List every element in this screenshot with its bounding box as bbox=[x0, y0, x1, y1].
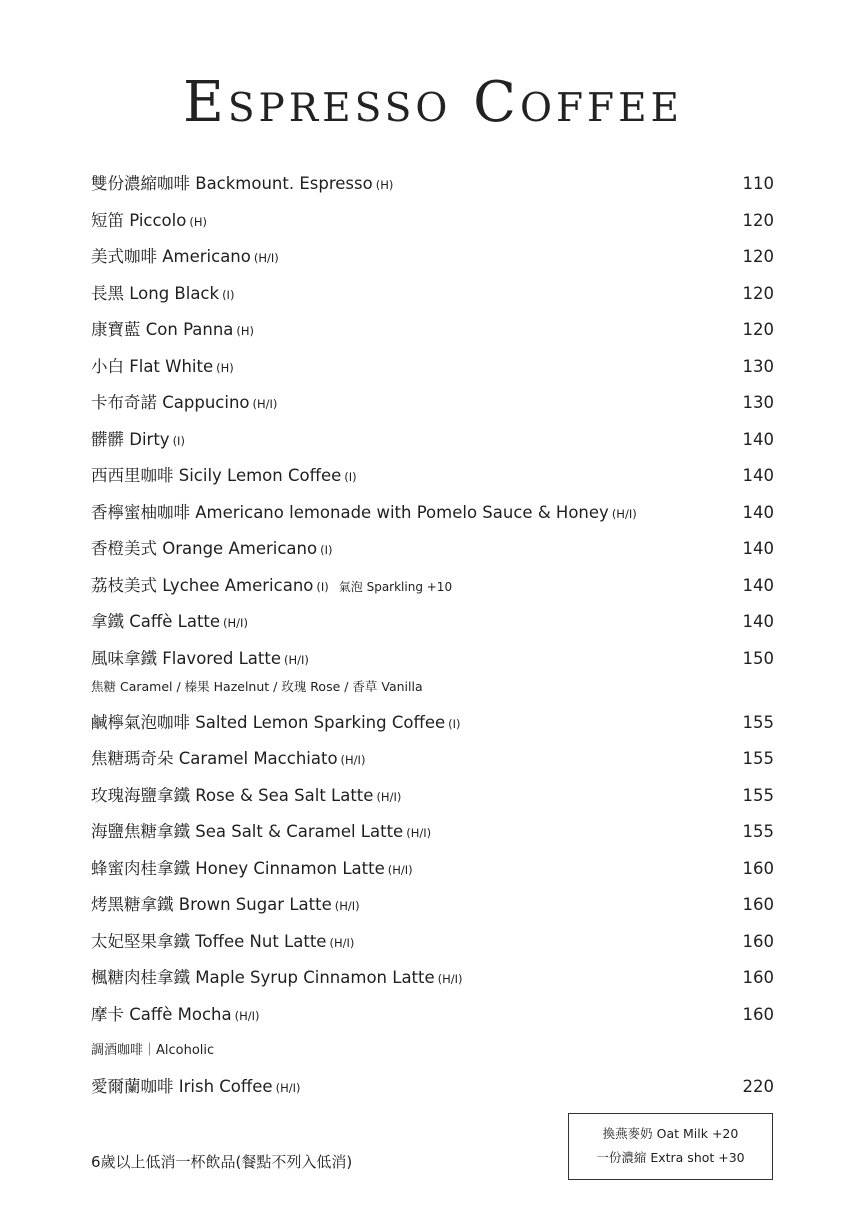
item-price: 140 bbox=[742, 466, 774, 485]
item-title: 西西里咖啡 Sicily Lemon Coffee bbox=[91, 466, 342, 485]
item-title: 焦糖瑪奇朵 Caramel Macchiato bbox=[91, 749, 338, 768]
item-title: 美式咖啡 Americano bbox=[91, 247, 251, 266]
temperature-mark: (H/I) bbox=[253, 251, 279, 265]
item-name bbox=[91, 891, 360, 920]
item-name bbox=[91, 426, 185, 455]
menu-list bbox=[91, 170, 774, 1110]
item-price: 120 bbox=[742, 247, 774, 266]
item-price: 140 bbox=[742, 575, 774, 595]
menu-item bbox=[91, 928, 774, 965]
temperature-mark: (I) bbox=[172, 433, 185, 448]
temperature-mark: (H) bbox=[236, 324, 255, 338]
menu-item bbox=[91, 389, 774, 426]
temperature-mark: (H/I) bbox=[376, 789, 402, 804]
item-name bbox=[91, 964, 463, 993]
item-title: 風味拿鐵 Flavored Latte bbox=[91, 648, 281, 668]
item-price: 220 bbox=[742, 1077, 774, 1096]
item-name bbox=[91, 316, 254, 345]
item-price: 130 bbox=[742, 356, 774, 376]
menu-item bbox=[91, 243, 774, 280]
menu-item bbox=[91, 645, 774, 709]
temperature-mark: (I) bbox=[222, 287, 235, 302]
item-name bbox=[91, 855, 413, 884]
menu-item bbox=[91, 170, 774, 207]
item-title: 短笛 Piccolo bbox=[91, 210, 187, 230]
menu-item bbox=[91, 207, 774, 244]
item-name bbox=[91, 462, 357, 491]
item-name bbox=[91, 1073, 300, 1102]
item-price: 120 bbox=[742, 283, 774, 303]
item-name bbox=[91, 572, 452, 601]
item-title: 烤黑糖拿鐵 Brown Sugar Latte bbox=[91, 895, 332, 914]
item-title: 長黑 Long Black bbox=[91, 283, 220, 303]
menu-item bbox=[91, 572, 774, 609]
item-title: 小白 Flat White bbox=[91, 356, 214, 376]
item-note: 氣泡 Sparkling +10 bbox=[338, 579, 453, 594]
alcoholic-items bbox=[91, 1073, 774, 1110]
temperature-mark: (H/I) bbox=[329, 935, 355, 950]
menu-item bbox=[91, 499, 774, 536]
menu-item bbox=[91, 964, 774, 1001]
item-title: 香橙美式 Orange Americano bbox=[91, 539, 318, 558]
item-name bbox=[91, 928, 354, 957]
item-name bbox=[91, 608, 248, 637]
item-title: 荔枝美式 Lychee Americano bbox=[91, 575, 314, 595]
item-name bbox=[91, 389, 277, 418]
menu-item bbox=[91, 855, 774, 892]
item-name bbox=[91, 745, 365, 774]
item-price: 140 bbox=[742, 429, 774, 449]
item-title: 卡布奇諾 Cappucino bbox=[91, 393, 250, 412]
item-title: 太妃堅果拿鐵 Toffee Nut Latte bbox=[91, 931, 327, 951]
minimum-charge-note: 6歲以上低消一杯飲品(餐點不列入低消) bbox=[91, 1153, 353, 1171]
temperature-mark: (I) bbox=[344, 470, 357, 484]
temperature-mark: (H/I) bbox=[340, 753, 366, 767]
item-title: 康寶藍 Con Panna bbox=[91, 320, 234, 339]
item-price: 160 bbox=[742, 858, 774, 878]
alcoholic-section-label: 調酒咖啡｜Alcoholic bbox=[91, 1043, 215, 1058]
item-price: 110 bbox=[742, 174, 774, 193]
item-price: 120 bbox=[742, 320, 774, 339]
item-title: 摩卡 Caffè Mocha bbox=[91, 1004, 232, 1024]
temperature-mark: (H/I) bbox=[252, 397, 278, 411]
item-title: 愛爾蘭咖啡 Irish Coffee bbox=[91, 1077, 273, 1096]
item-name bbox=[91, 1001, 260, 1030]
item-title: 髒髒 Dirty bbox=[91, 429, 170, 449]
extra-shot-addon: 一份濃縮 Extra shot +30 bbox=[596, 1150, 745, 1165]
item-name bbox=[91, 709, 461, 738]
item-price: 155 bbox=[742, 712, 774, 732]
temperature-mark: (H) bbox=[189, 214, 207, 229]
item-name bbox=[91, 280, 234, 309]
coffee-items bbox=[91, 170, 774, 1037]
menu-item bbox=[91, 1001, 774, 1038]
temperature-mark: (H) bbox=[375, 178, 394, 192]
menu-item bbox=[91, 280, 774, 317]
item-price: 120 bbox=[742, 210, 774, 230]
temperature-mark: (H/I) bbox=[387, 862, 413, 877]
item-price: 160 bbox=[742, 1004, 774, 1024]
temperature-mark: (H/I) bbox=[234, 1008, 260, 1023]
temperature-mark: (H/I) bbox=[437, 972, 463, 986]
addon-box bbox=[568, 1113, 773, 1180]
temperature-mark: (H/I) bbox=[283, 652, 309, 667]
item-name bbox=[91, 645, 309, 674]
temperature-mark: (I) bbox=[320, 543, 333, 557]
item-title: 蜂蜜肉桂拿鐵 Honey Cinnamon Latte bbox=[91, 858, 385, 878]
oat-milk-addon: 換燕麥奶 Oat Milk +20 bbox=[602, 1126, 739, 1141]
menu-item bbox=[91, 891, 774, 928]
menu-item bbox=[91, 535, 774, 572]
menu-item bbox=[91, 818, 774, 855]
item-title: 玫瑰海鹽拿鐵 Rose & Sea Salt Latte bbox=[91, 785, 374, 805]
item-price: 150 bbox=[742, 648, 774, 668]
item-title: 香檸蜜柚咖啡 Americano lemonade with Pomelo Sauce & Honey bbox=[91, 502, 609, 522]
item-name bbox=[91, 170, 393, 199]
item-price: 155 bbox=[742, 749, 774, 768]
item-price: 140 bbox=[742, 539, 774, 558]
item-price: 160 bbox=[742, 968, 774, 987]
temperature-mark: (H/I) bbox=[275, 1081, 301, 1095]
temperature-mark: (H) bbox=[216, 360, 234, 375]
item-title: 鹹檸氣泡咖啡 Salted Lemon Sparking Coffee bbox=[91, 712, 446, 732]
temperature-mark: (H/I) bbox=[334, 899, 360, 913]
item-title: 海鹽焦糖拿鐵 Sea Salt & Caramel Latte bbox=[91, 822, 404, 841]
menu-item bbox=[91, 782, 774, 819]
item-name bbox=[91, 782, 401, 811]
item-price: 160 bbox=[742, 931, 774, 951]
menu-item bbox=[91, 1073, 774, 1110]
menu-item bbox=[91, 316, 774, 353]
menu-item bbox=[91, 426, 774, 463]
item-price: 140 bbox=[742, 502, 774, 522]
temperature-mark: (I) bbox=[448, 716, 461, 731]
item-price: 130 bbox=[742, 393, 774, 412]
menu-item bbox=[91, 608, 774, 645]
temperature-mark: (H/I) bbox=[406, 826, 432, 840]
menu-item bbox=[91, 745, 774, 782]
item-price: 155 bbox=[742, 822, 774, 841]
item-name bbox=[91, 818, 431, 847]
menu-item bbox=[91, 462, 774, 499]
menu-item bbox=[91, 353, 774, 390]
item-title: 雙份濃縮咖啡 Backmount. Espresso bbox=[91, 174, 373, 193]
item-name bbox=[91, 353, 234, 382]
item-price: 140 bbox=[742, 612, 774, 631]
item-name bbox=[91, 499, 637, 528]
item-title: 拿鐵 Caffè Latte bbox=[91, 612, 221, 631]
menu-item bbox=[91, 709, 774, 746]
item-price: 160 bbox=[742, 895, 774, 914]
temperature-mark: (I) bbox=[316, 579, 329, 594]
item-name bbox=[91, 243, 279, 272]
item-name bbox=[91, 207, 207, 236]
temperature-mark: (H/I) bbox=[611, 506, 637, 521]
item-price: 155 bbox=[742, 785, 774, 805]
flavor-options: 焦糖 Caramel / 榛果 Hazelnut / 玫瑰 Rose / 香草 Vanilla bbox=[91, 678, 423, 694]
menu-title: Espresso Coffee bbox=[182, 70, 684, 135]
item-name bbox=[91, 535, 332, 564]
item-title: 楓糖肉桂拿鐵 Maple Syrup Cinnamon Latte bbox=[91, 968, 435, 987]
temperature-mark: (H/I) bbox=[223, 616, 248, 630]
